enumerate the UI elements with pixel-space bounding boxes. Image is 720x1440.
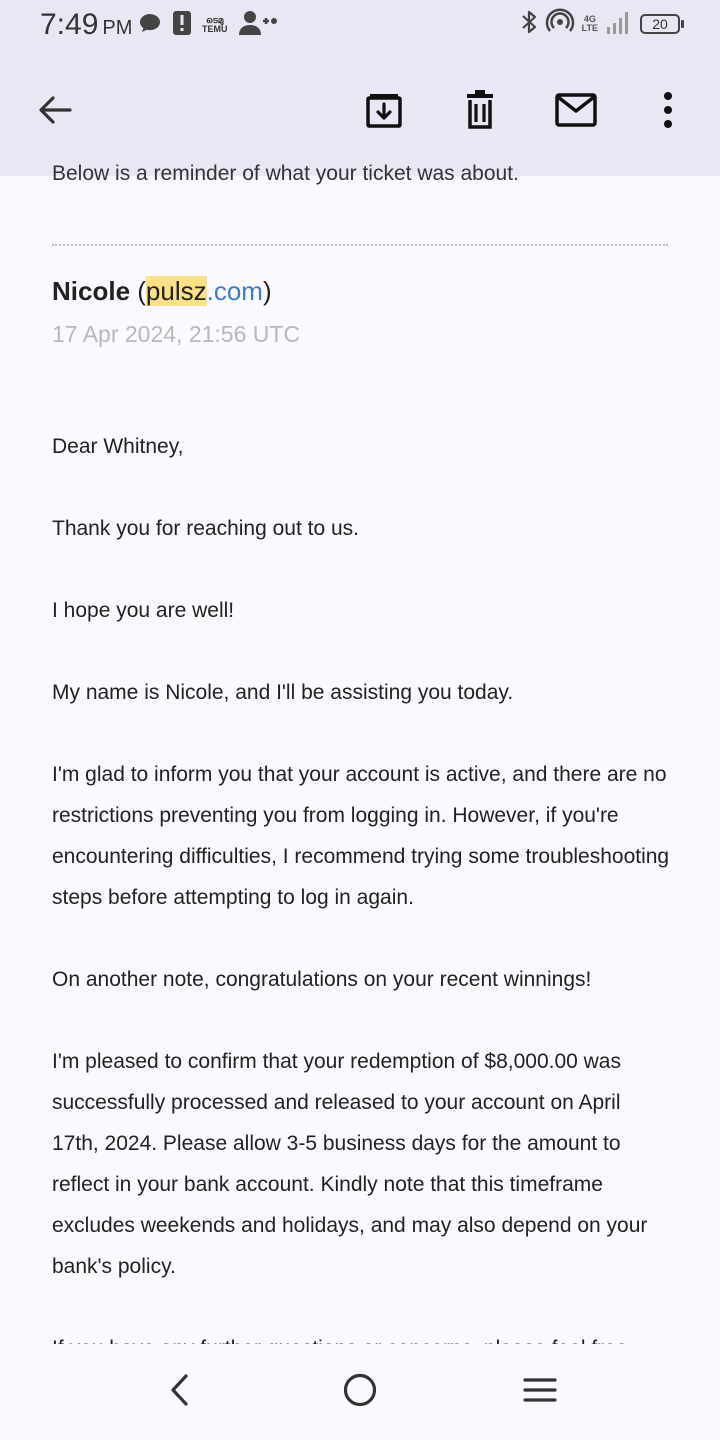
message-body — [52, 426, 672, 1410]
temu-label-bottom: TEMU — [202, 24, 228, 34]
notification-icons — [138, 10, 278, 40]
back-button[interactable] — [31, 88, 79, 136]
sender-paren-close: ) — [262, 276, 272, 306]
add-person-icon — [238, 10, 278, 41]
previous-message-line: Below is a reminder of what your ticket was about. — [52, 162, 519, 185]
battery-icon: 20 — [640, 14, 680, 34]
bluetooth-icon — [520, 9, 538, 40]
nav-home-icon — [342, 1372, 378, 1413]
status-bar — [0, 0, 720, 50]
back-arrow-icon — [37, 92, 73, 133]
delete-icon — [462, 90, 498, 135]
body-paragraph: Thank you for reaching out to us. — [52, 517, 360, 540]
hotspot-icon — [546, 8, 574, 41]
sender-domain-highlight[interactable]: pulsz — [145, 276, 207, 306]
temu-label-top: ടെമു — [206, 15, 224, 25]
body-paragraph: I hope you are well! — [52, 599, 235, 622]
body-paragraph: On another note, congratulations on your recent winnings! — [52, 968, 592, 991]
message-timestamp: 17 Apr 2024, 21:56 UTC — [52, 321, 301, 347]
archive-button[interactable] — [360, 88, 408, 136]
nav-back-icon — [168, 1372, 192, 1413]
message-divider — [52, 244, 668, 246]
network-type-icon — [582, 15, 598, 33]
sender-line — [52, 276, 272, 307]
nav-back-button[interactable] — [156, 1368, 204, 1416]
alert-icon — [172, 10, 192, 41]
signal-strength-icon — [606, 9, 632, 40]
archive-icon — [364, 90, 404, 135]
system-status-icons — [520, 9, 680, 39]
nav-menu-icon — [523, 1376, 557, 1409]
email-toolbar — [0, 50, 720, 176]
nav-recents-button[interactable] — [516, 1368, 564, 1416]
sender-name: Nicole — [52, 276, 131, 306]
sender-domain-link[interactable]: .com — [206, 276, 263, 306]
body-paragraph: Dear Whitney, — [52, 435, 184, 458]
status-time-value: 7:49 — [40, 8, 99, 41]
body-paragraph: My name is Nicole, and I'll be assisting you today. — [52, 681, 514, 704]
sender-paren-open: ( — [130, 276, 146, 306]
chat-bubble-icon — [138, 11, 162, 40]
nav-home-button[interactable] — [336, 1368, 384, 1416]
mark-unread-button[interactable] — [552, 88, 600, 136]
email-content[interactable] — [0, 162, 720, 1344]
body-paragraph: I'm glad to inform you that your account is active, and there are no restrictions preventing you from logging in. However, if you're encountering difficulties, I recommend trying some troubleshooting steps before attempting to log in again. — [52, 763, 670, 909]
more-options-button[interactable] — [644, 88, 692, 136]
network-type-top: 4G — [583, 14, 596, 24]
status-time — [40, 8, 132, 42]
more-vert-icon — [663, 92, 673, 133]
temu-app-icon — [202, 16, 228, 34]
body-paragraph: I'm pleased to confirm that your redemption of $8,000.00 was successfully processed and released to your account on April 17th, 2024. Please allow 3-5 business days for the amount to reflect in your bank account. Kindly note that this timeframe excludes weekends and holidays, and may also depend on your bank's policy. — [52, 1050, 648, 1278]
status-ampm: PM — [102, 17, 133, 39]
system-navigation-bar — [0, 1344, 720, 1440]
network-type-bottom: LTE — [581, 23, 598, 33]
mark-unread-icon — [555, 93, 597, 132]
delete-button[interactable] — [456, 88, 504, 136]
